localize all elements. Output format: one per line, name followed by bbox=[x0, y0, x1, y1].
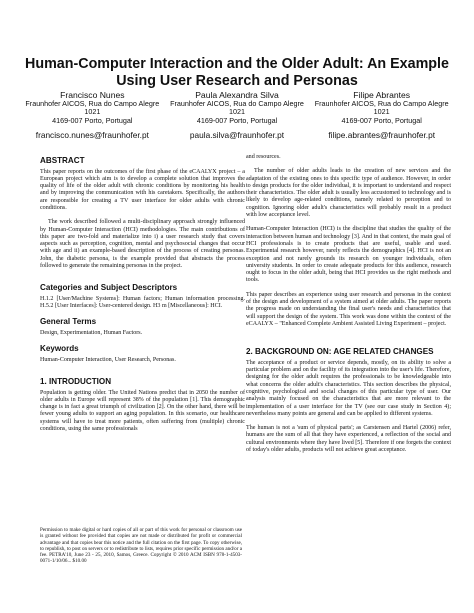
author-affiliation: Fraunhofer AICOS, Rua do Campo Alegre 1021 bbox=[170, 99, 304, 117]
author-email: francisco.nunes@fraunhofer.pt bbox=[35, 130, 149, 141]
body-paragraph-3: This paper describes an experience using user research and personas in the context of the design and development of a system aimed at older adults. The paper reports the progress made on understanding the final user's needs and characteristics that will support the design of the system. This work was done within the context of the eCAALYX – "Enhanced Complete Ambient Assisted Living Experiment – project. bbox=[246, 291, 451, 327]
author-name: Filipe Abrantes bbox=[353, 90, 411, 100]
author-2 bbox=[165, 90, 310, 140]
author-address: 4169-007 Porto, Portugal bbox=[196, 115, 278, 125]
body-paragraph-4: The acceptance of a product or service depends, mostly, on its ability to solve a particular problem and on the facility of its integration into the user's life. Therefore, designing for the older adult requires the professionals to be knowledgeable into what concerns the older adult's characteristics. This section describes the physical, cognitive, psychological and social changes of this particular type of user. Our analysis mainly focused on the characteristics that are more relevant to the implementation of a user interface for the TV (see our case study in Section 4); nevertheless many points are general and can be applied to different systems. bbox=[246, 359, 451, 417]
author-address: 4169-007 Porto, Portugal bbox=[341, 115, 422, 125]
introduction-heading: 1. INTRODUCTION bbox=[40, 377, 112, 387]
body-paragraph-2: Human-Computer Interaction (HCI) is the discipline that studies the quality of the interaction between human and technology [3]. And in that context, the main goal of HCI professionals is to create products that are useful, usable and used. Experimental research however, rarely reflects the demographics [4]. HCI is not an exception and not rarely grounds its research on younger individuals, often university students. In order to create adequate products for this audience, research ought to focus in the older adult, being that HCI provides us the right methods and tools. bbox=[246, 226, 451, 284]
author-affiliation: Fraunhofer AICOS, Rua do Campo Alegre 1021 bbox=[314, 99, 449, 117]
categories-text: H.1.2 [User/Machine Systems]: Human factors; Human information processing. H.5.2 [User Interfaces]: User-centered design. H3 m [Miscellaneous]: HCI. bbox=[40, 295, 245, 310]
author-3 bbox=[309, 90, 454, 140]
keywords-text: Human-Computer Interaction, User Research, Personas. bbox=[40, 356, 176, 363]
abstract-paragraph-1: This paper reports on the outcomes of the first phase of the eCAALYX project – a European project which aim is to develop a complete solution that improves the quality of life of the older adult with chronic conditions by monitoring his health and by improving the communication with his caretakers. Specifically, the authors are responsible for creating a TV user interface for older adults with chronic conditions. bbox=[40, 168, 245, 211]
right-column bbox=[246, 154, 451, 461]
body-paragraph-5: The human is not a 'sum of physical parts'; as Carstensen and Hartel (2006) refer, humans are the sum of all that they have experienced, a reflection of the social and cultural environments where they have lived [5]. Therefore if one forgets the context of today's older adults, products will not achieve great acceptance. bbox=[246, 425, 451, 453]
author-affiliation: Fraunhofer AICOS, Rua do Campo Alegre 1021 bbox=[25, 99, 160, 117]
keywords-heading: Keywords bbox=[40, 344, 79, 354]
general-terms-heading: General Terms bbox=[40, 317, 97, 327]
spacer bbox=[246, 335, 451, 347]
author-email: filipe.abrantes@fraunhofer.pt bbox=[328, 130, 436, 141]
background-heading: 2. BACKGROUND ON: AGE RELATED CHANGES bbox=[246, 347, 434, 357]
introduction-text: Population is getting older. The United Nations predict that in 2050 the number of older adults in Europe will represent 38% of the population [1]. This demographic change is in fact a great triumph of civilization [2]. On the other hand, there will be fewer young adults to support an aging population. In this scenario, our healthcare systems will have to treat more patients, often suffering from (multiple) chronic conditions, using the same professionals bbox=[40, 389, 245, 433]
author-1 bbox=[20, 90, 165, 140]
body-paragraph-1: The number of older adults leads to the creation of new services and the adaptation of the existing ones to this specific type of audience. However, in order to design products for the older individual, it is important to understand and respect their characteristics. The older adult is usually less accustomed to technology and is likely to develop age-related conditions, namely related to perception and to cognition. Ignoring older adult's characteristics will probably result in a product with low acceptance level. bbox=[246, 168, 451, 219]
abstract-paragraph-2: The work described followed a multi-disciplinary approach strongly influenced by Human-Computer Interaction (HCI) methodologies. The main contributions of this paper are two-fold and materialize into i) a user research study that covers aspects such as perception, cognition, mental and psychosocial changes that occur with age and ii) an example-based description of the process of creating personas. John, the diabetic persona, is the example provided that abstracts the process followed to generate the remaining personas in the project. bbox=[40, 219, 245, 270]
author-block bbox=[20, 90, 454, 140]
paper-title: Human-Computer Interaction and the Older Adult: An Example Using User Research and Personas bbox=[25, 56, 449, 89]
author-name: Francisco Nunes bbox=[60, 90, 125, 100]
abstract-heading: ABSTRACT bbox=[40, 156, 85, 165]
author-name: Paula Alexandra Silva bbox=[195, 90, 279, 100]
author-email: paula.silva@fraunhofer.pt bbox=[189, 130, 285, 141]
left-column bbox=[40, 156, 245, 440]
categories-heading: Categories and Subject Descriptors bbox=[40, 283, 178, 293]
general-terms-text: Design, Experimentation, Human Factors. bbox=[40, 329, 143, 336]
author-address: 4169-007 Porto, Portugal bbox=[52, 115, 133, 125]
permission-footnote: Permission to make digital or hard copies of all or part of this work for personal or classroom use is granted without fee provided that copies are not made or distributed for profit or commercial advantage and that copies bear this notice and the full citation on the first page. To copy otherwise, to republish, to post on servers or to redistribute to lists, requires prior specific permission and/or a fee. PETRA'10, June 23 - 25, 2010, Samos, Greece. Copyright © 2010 ACM ISBN 978-1-4503-0071-1/10/06... $10.00 bbox=[40, 527, 242, 565]
body-paragraph-0: and resources. bbox=[246, 154, 281, 160]
